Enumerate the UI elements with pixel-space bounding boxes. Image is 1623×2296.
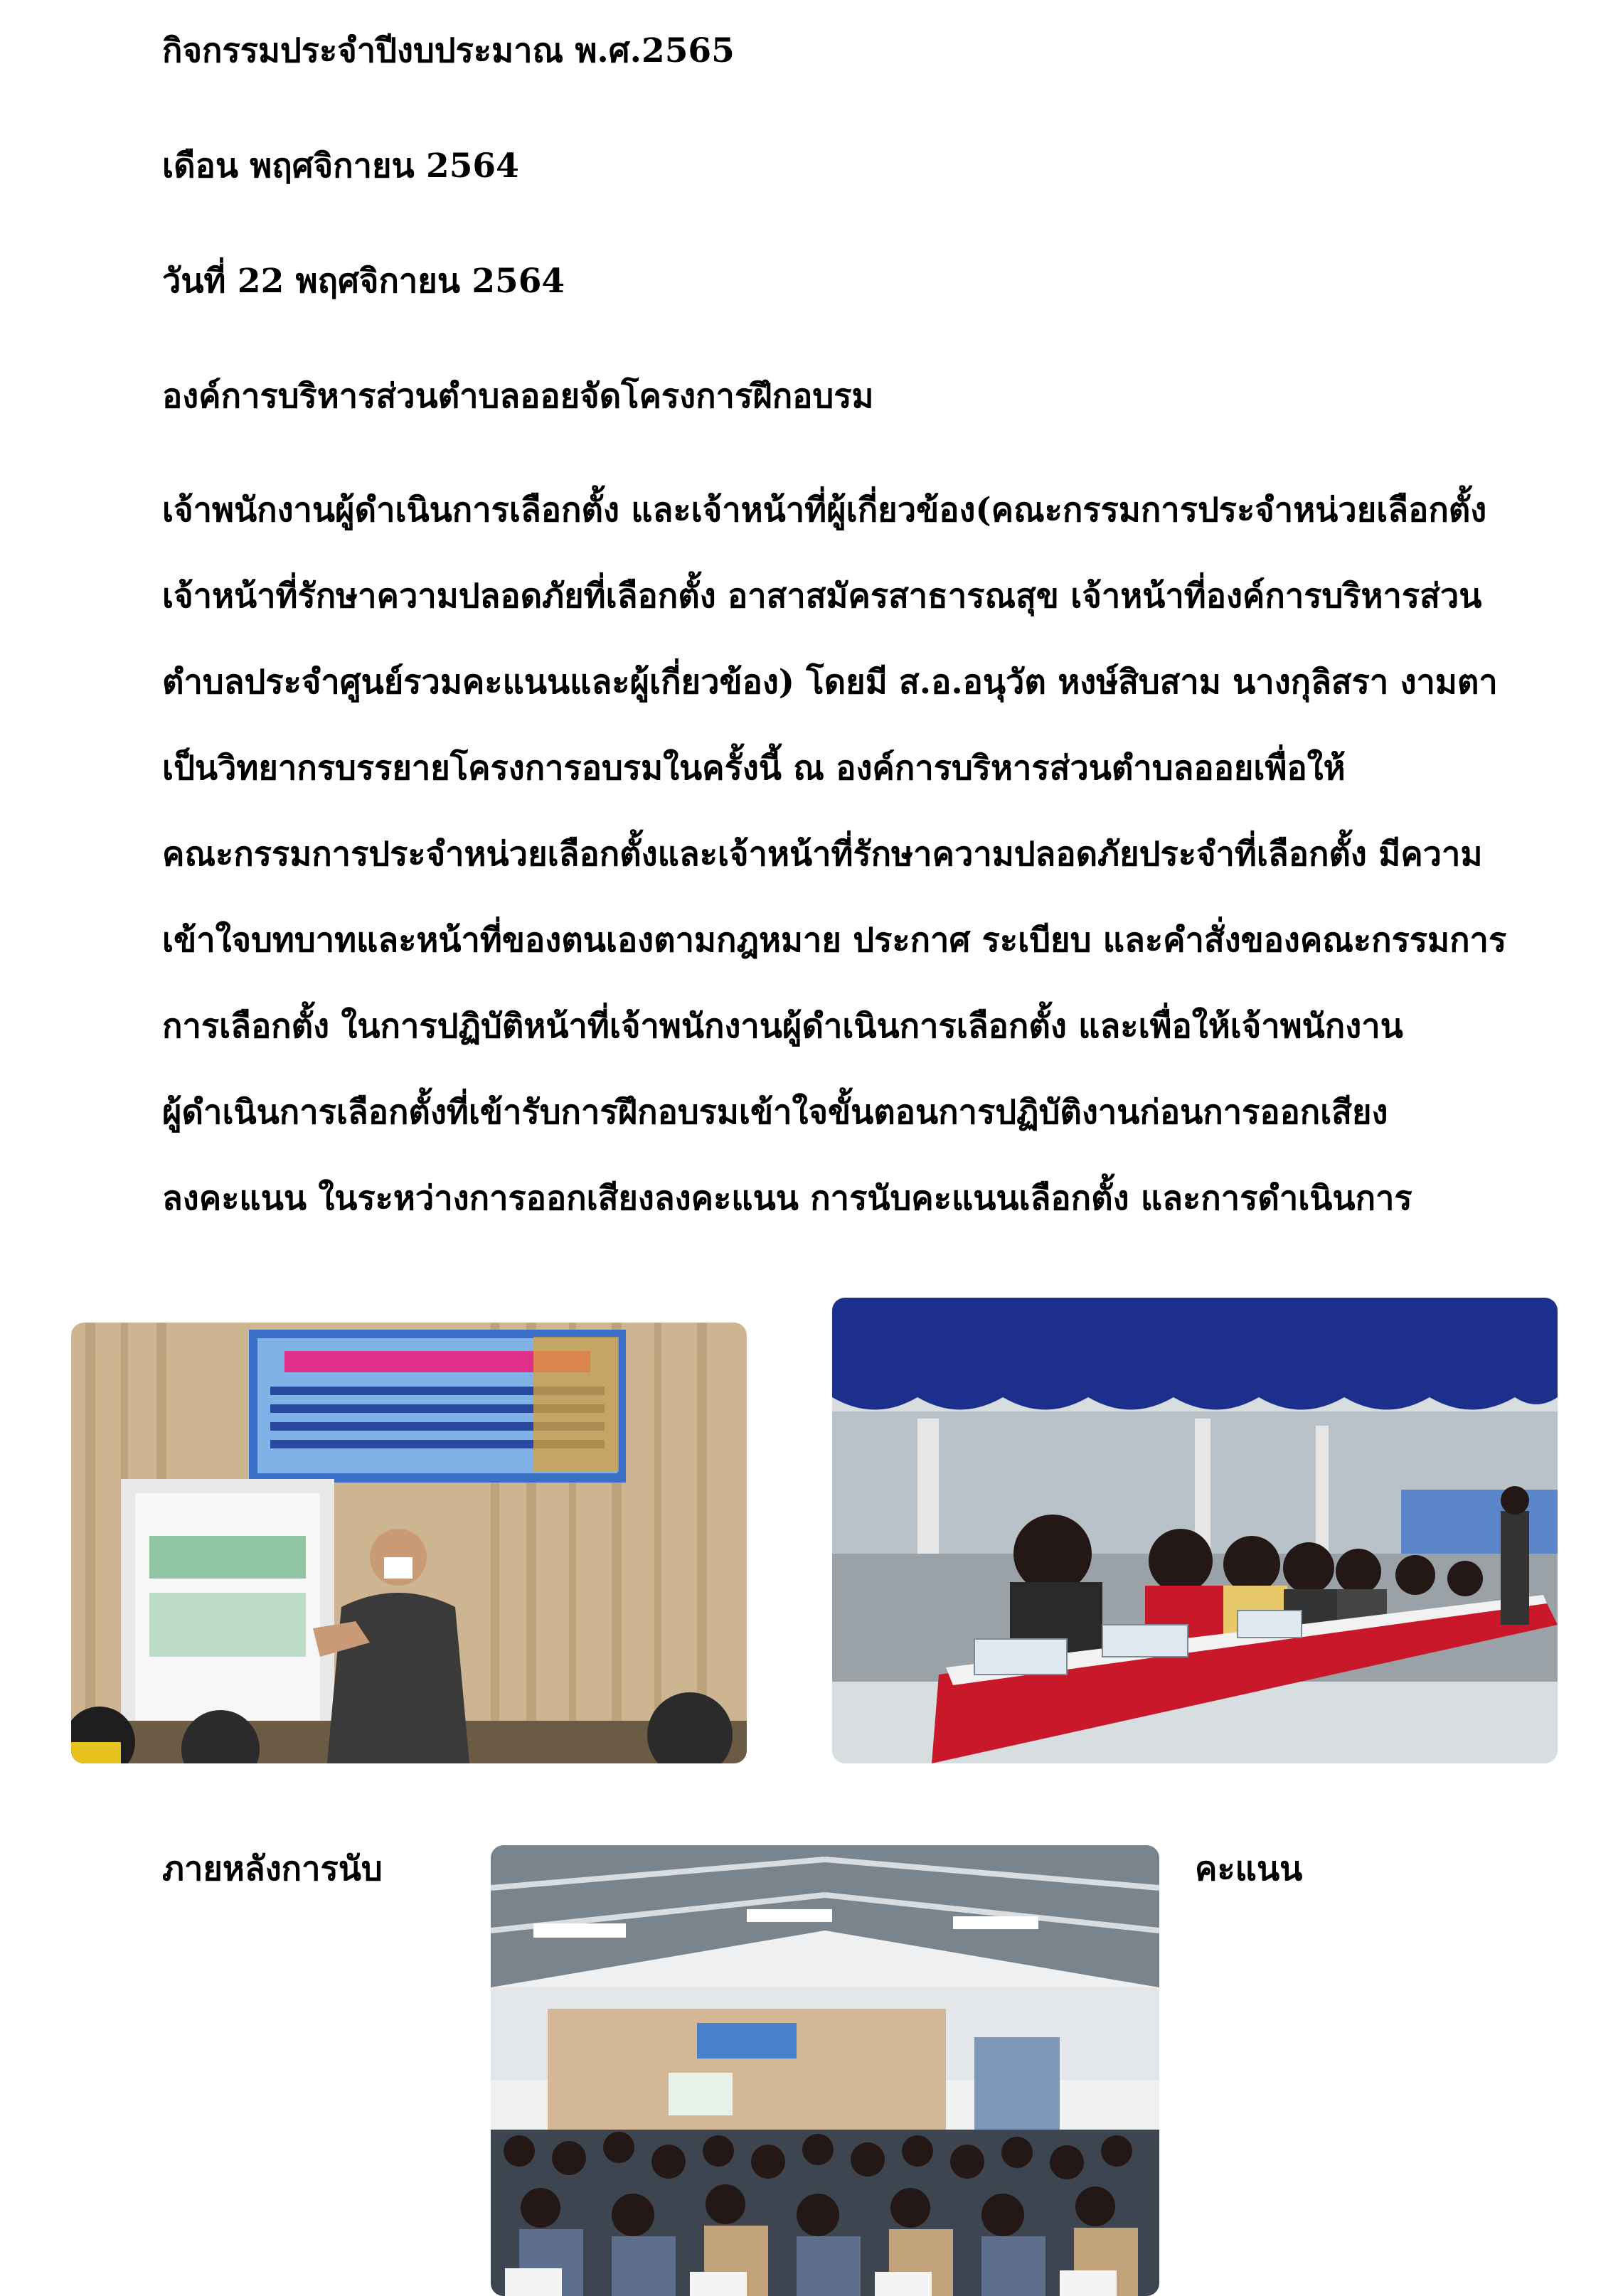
officials-at-registration-table-photo [832, 1298, 1558, 1763]
body-line: การเลือกตั้ง ในการปฏิบัติหน้าที่เจ้าพนักงานผู้ดำเนินการเลือกตั้ง และเพื่อให้เจ้าพนักงาน [162, 1007, 1403, 1046]
fiscal-year-heading: กิจกรรมประจำปีงบประมาณ พ.ศ.2565 [162, 31, 735, 70]
body-line: เป็นวิทยากรบรรยายโครงการอบรมในครั้งนี้ ณ องค์การบริหารส่วนตำบลออยเพื่อให้ [162, 749, 1346, 788]
body-line: ลงคะแนน ในระหว่างการออกเสียงลงคะแนน การนับคะแนนเลือกตั้ง และการดำเนินการ [162, 1179, 1412, 1218]
speaker-at-training-photo [71, 1323, 747, 1763]
audience-in-hall-photo [491, 1845, 1159, 2296]
body-line: เจ้าหน้าที่รักษาความปลอดภัยที่เลือกตั้ง อาสาสมัครสาธารณสุข เจ้าหน้าที่องค์การบริหารส่วน [162, 577, 1482, 616]
caption-votes: คะแนน [1195, 1849, 1303, 1889]
body-line: เจ้าพนักงานผู้ดำเนินการเลือกตั้ง และเจ้าหน้าที่ผู้เกี่ยวข้อง(คณะกรรมการประจำหน่วยเลือกตั้ง [162, 491, 1487, 530]
month-heading: เดือน พฤศจิกายน 2564 [162, 146, 519, 186]
project-title: องค์การบริหารส่วนตำบลออยจัดโครงการฝึกอบรม [162, 377, 874, 416]
body-line: ตำบลประจำศูนย์รวมคะแนนและผู้เกี่ยวข้อง) โดยมี ส.อ.อนุวัต หงษ์สิบสาม นางกุลิสรา งามตา [162, 663, 1498, 702]
body-line: ผู้ดำเนินการเลือกตั้งที่เข้ารับการฝึกอบรมเข้าใจขั้นตอนการปฏิบัติงานก่อนการออกเสียง [162, 1093, 1388, 1132]
date-heading: วันที่ 22 พฤศจิกายน 2564 [162, 262, 565, 301]
body-line: คณะกรรมการประจำหน่วยเลือกตั้งและเจ้าหน้าที่รักษาความปลอดภัยประจำที่เลือกตั้ง มีความ [162, 835, 1483, 874]
body-paragraph [162, 489, 1513, 1264]
body-line: เข้าใจบทบาทและหน้าที่ของตนเองตามกฎหมาย ประกาศ ระเบียบ และคำสั่งของคณะกรรมการ [162, 921, 1507, 960]
caption-after-counting: ภายหลังการนับ [162, 1849, 383, 1889]
